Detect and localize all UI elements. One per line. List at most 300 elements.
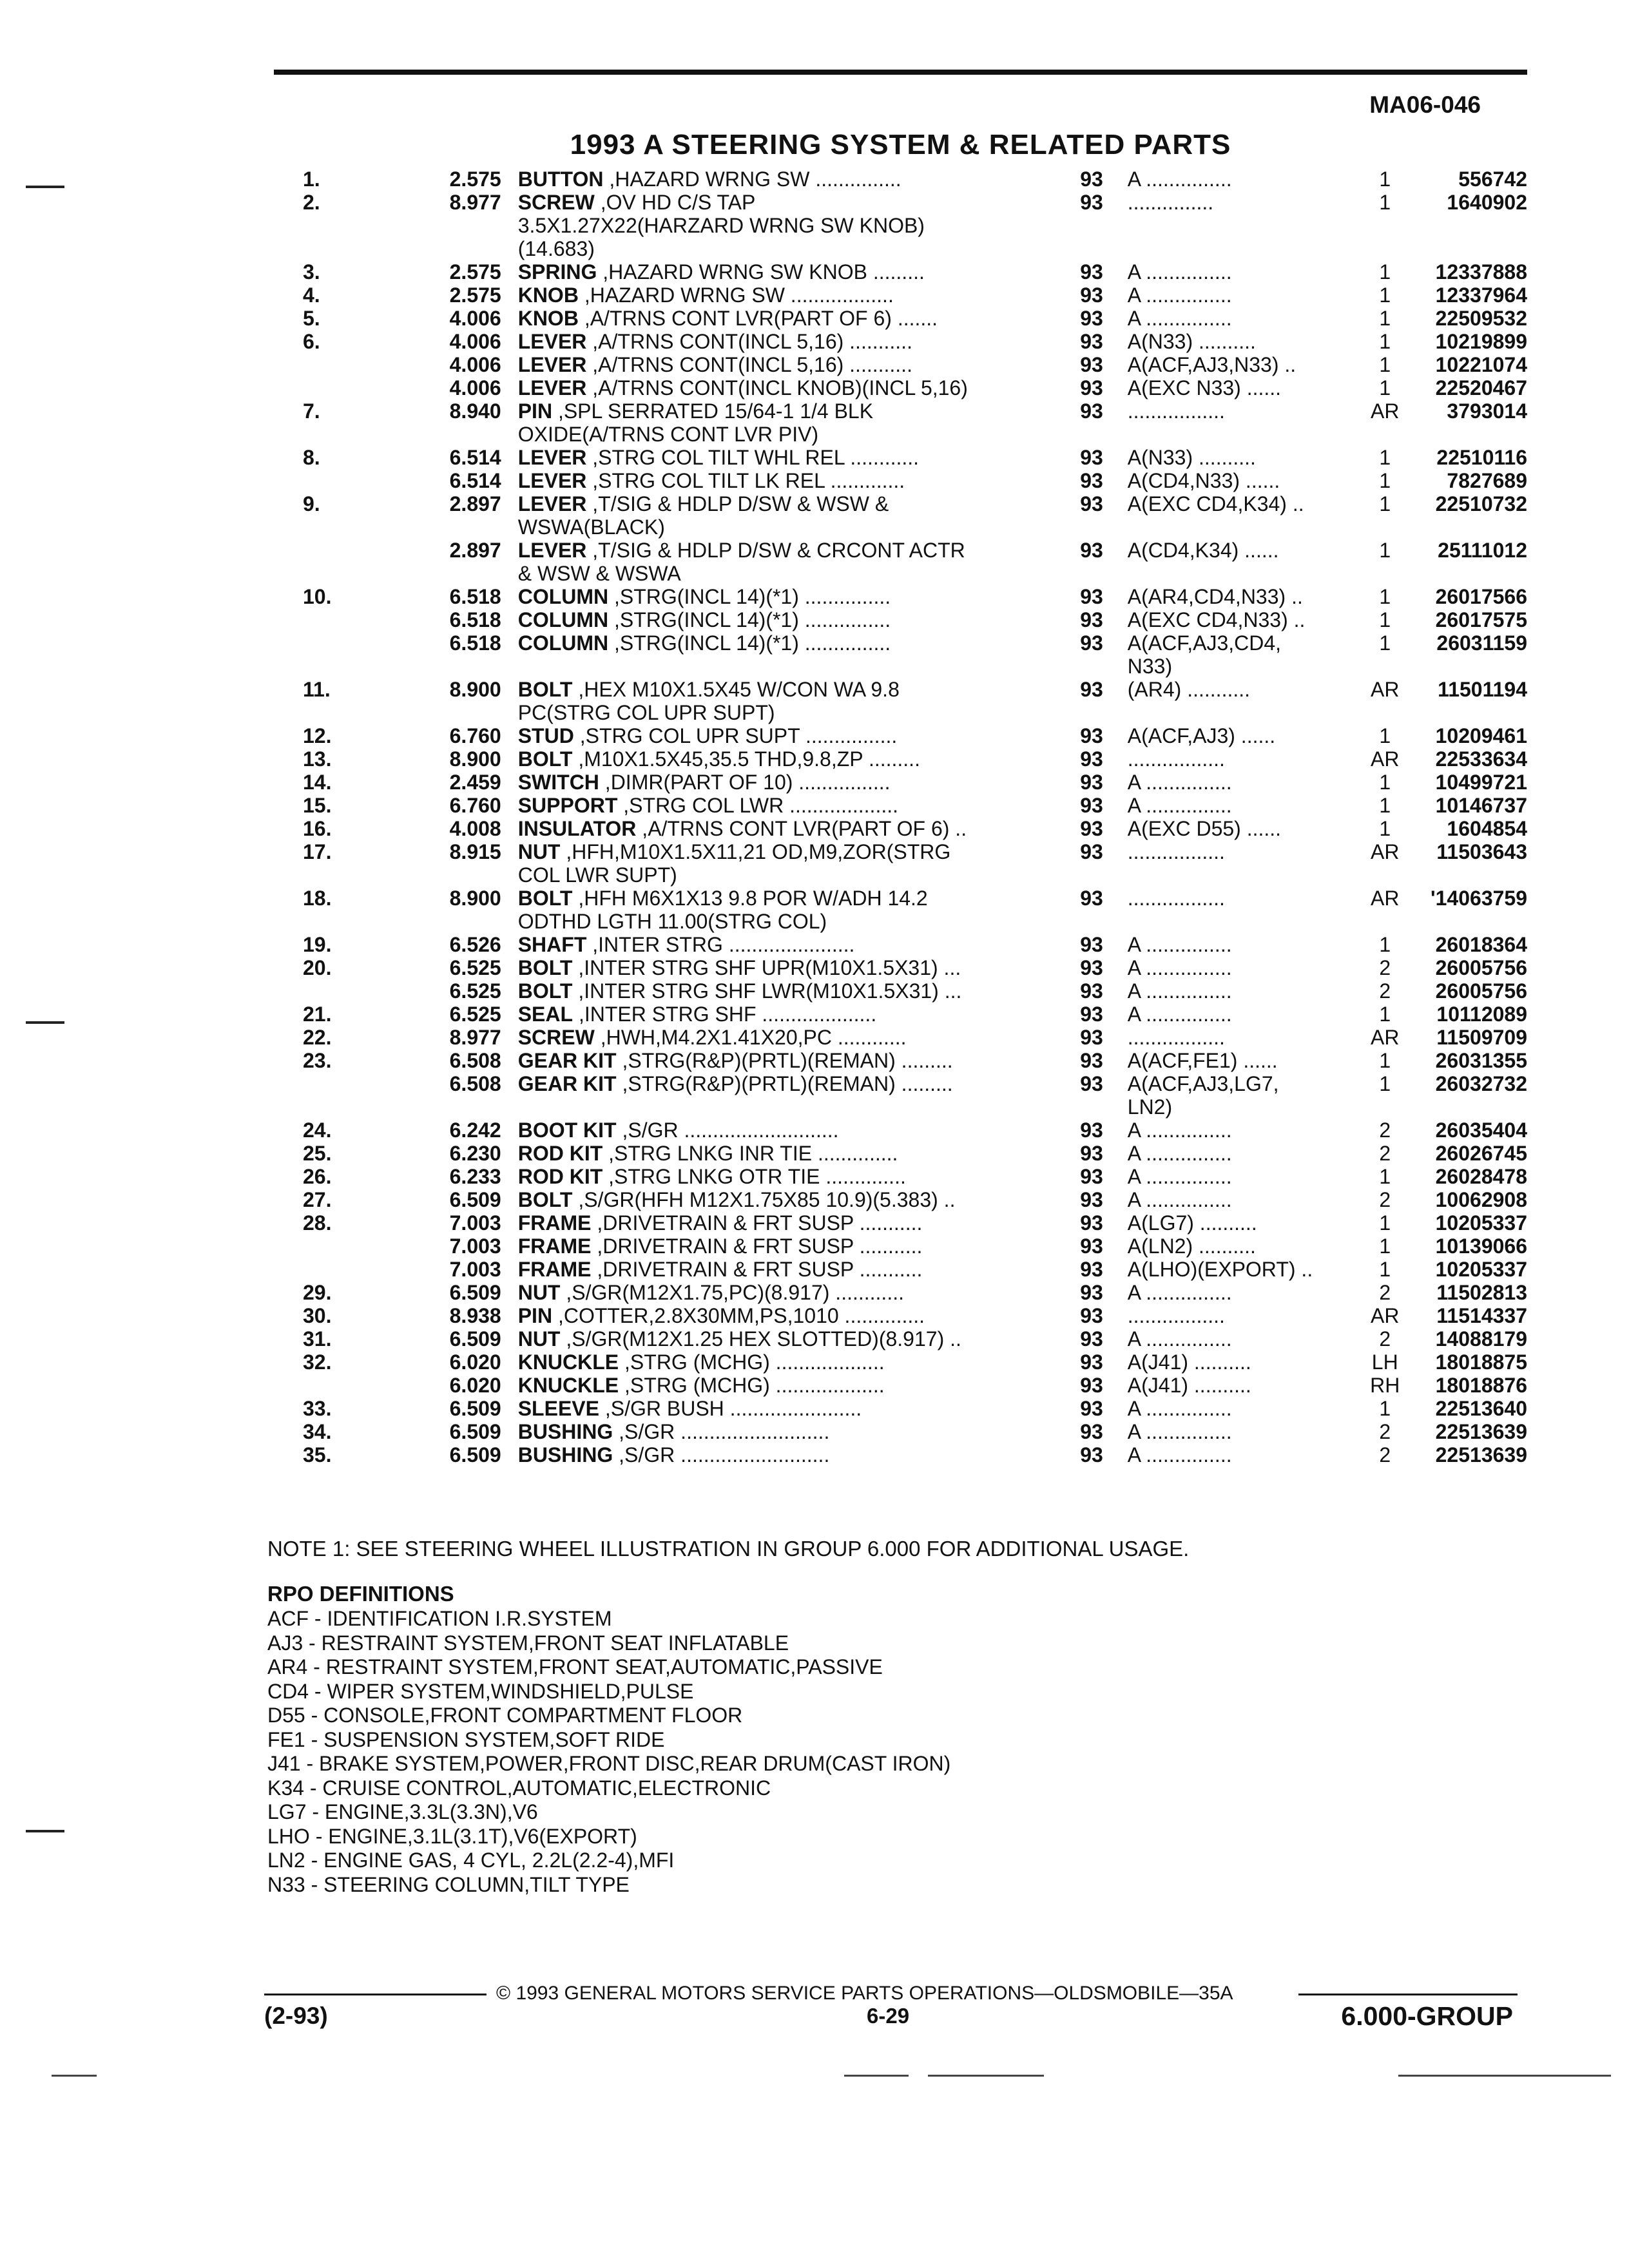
footer-rule	[264, 1994, 487, 1995]
part-group-number: 6.509	[449, 1281, 501, 1304]
part-description	[518, 747, 1080, 771]
part-name: SWITCH	[517, 771, 599, 794]
part-quantity: 1	[1379, 191, 1391, 214]
table-row	[284, 237, 1527, 260]
part-options: N33)	[1127, 655, 1173, 678]
part-quantity: AR	[1370, 1026, 1400, 1049]
part-detail: ,OV HD C/S TAP	[594, 191, 756, 214]
rpo-item: AJ3 - RESTRAINT SYSTEM,FRONT SEAT INFLATABLE	[267, 1631, 789, 1655]
part-description	[518, 1188, 1080, 1211]
scan-mark	[1398, 2075, 1611, 2077]
top-rule	[274, 70, 1527, 75]
part-ref-number: 7.	[303, 399, 320, 423]
part-group-number: 6.760	[449, 724, 501, 747]
part-ref-number: 13.	[303, 747, 332, 771]
part-number: 22509532	[1435, 307, 1527, 330]
part-number	[1412, 863, 1527, 887]
part-description	[518, 1003, 1080, 1026]
part-number: 22513640	[1435, 1397, 1527, 1420]
table-row	[284, 260, 1527, 284]
table-row	[284, 585, 1527, 608]
part-group-number: 6.518	[449, 585, 501, 608]
part-detail: ,STRG(INCL 14)(*1) ...............	[608, 631, 891, 655]
table-row	[284, 887, 1527, 910]
part-year: 93	[1080, 1165, 1103, 1188]
part-number: 7827689	[1447, 469, 1527, 492]
table-row	[284, 469, 1527, 492]
part-name: PIN	[517, 399, 553, 423]
part-description	[518, 840, 1080, 863]
part-name: NUT	[517, 840, 561, 863]
part-options: A(LG7) ..........	[1127, 1211, 1257, 1235]
part-ref-number	[284, 701, 385, 724]
part-quantity: 1	[1379, 492, 1391, 515]
table-row	[284, 1095, 1527, 1119]
table-row	[284, 168, 1527, 191]
part-ref-number	[284, 1095, 385, 1119]
part-quantity: 1	[1379, 585, 1391, 608]
part-ref-number	[284, 423, 385, 446]
part-name: BOLT	[517, 1188, 573, 1211]
part-group-number: 8.900	[449, 747, 501, 771]
part-year: 93	[1080, 794, 1103, 817]
part-year: 93	[1080, 1304, 1103, 1327]
part-options: A(N33) ..........	[1127, 330, 1256, 353]
part-number	[1412, 1095, 1527, 1119]
part-group-number: 6.233	[449, 1165, 501, 1188]
part-number: 11509709	[1436, 1026, 1527, 1049]
part-ref-number: 4.	[303, 284, 320, 307]
table-row	[284, 492, 1527, 515]
part-detail: ,STRG(INCL 14)(*1) ...............	[608, 585, 891, 608]
part-group-number: 6.509	[449, 1188, 501, 1211]
footer-group: 6.000-GROUP	[1341, 2001, 1513, 2031]
part-number: 10221074	[1435, 353, 1527, 376]
part-ref-number	[284, 1235, 385, 1258]
part-name: STUD	[517, 724, 574, 747]
part-year: 93	[1080, 539, 1103, 562]
part-quantity: 1	[1379, 794, 1391, 817]
part-quantity: 1	[1379, 1072, 1391, 1095]
part-year: 93	[1080, 1350, 1103, 1374]
table-row	[284, 515, 1527, 539]
part-quantity: 1	[1379, 1397, 1391, 1420]
part-year: 93	[1080, 1281, 1103, 1304]
part-quantity: 1	[1379, 260, 1391, 284]
part-options: .................	[1127, 399, 1225, 423]
part-number	[1412, 237, 1527, 260]
part-number: 10205337	[1435, 1258, 1527, 1281]
scan-mark	[52, 2075, 97, 2077]
part-description	[518, 353, 1080, 376]
part-name: GEAR KIT	[517, 1049, 617, 1072]
part-detail: & WSW & WSWA	[517, 562, 681, 585]
part-year	[1080, 237, 1128, 260]
part-number	[1412, 655, 1527, 678]
part-detail: ,S/GR ..........................	[613, 1420, 830, 1443]
part-year: 93	[1080, 1003, 1103, 1026]
part-group-number	[385, 1095, 518, 1119]
table-row	[284, 423, 1527, 446]
table-row	[284, 863, 1527, 887]
part-detail: OXIDE(A/TRNS CONT LVR PIV)	[517, 423, 819, 446]
part-description	[518, 1026, 1080, 1049]
part-description	[518, 423, 1080, 446]
part-number: 22513639	[1435, 1420, 1527, 1443]
part-quantity: 1	[1379, 307, 1391, 330]
part-ref-number: 22.	[303, 1026, 332, 1049]
rpo-definitions	[267, 1607, 950, 1897]
part-ref-number: 32.	[303, 1350, 332, 1374]
part-name: COLUMN	[517, 608, 609, 631]
table-row	[284, 1350, 1527, 1374]
part-description	[518, 168, 1080, 191]
part-options: A(ACF,AJ3,LG7,	[1127, 1072, 1279, 1095]
part-options: .................	[1127, 747, 1225, 771]
part-detail: ,STRG(R&P)(PRTL)(REMAN) .........	[616, 1072, 953, 1095]
part-options: A(LHO)(EXPORT) ..	[1127, 1258, 1313, 1281]
part-detail: PC(STRG COL UPR SUPT)	[517, 701, 775, 724]
part-ref-number: 33.	[303, 1397, 332, 1420]
part-name: LEVER	[517, 446, 587, 469]
part-number: 10209461	[1435, 724, 1527, 747]
part-number: 10205337	[1435, 1211, 1527, 1235]
table-row	[284, 214, 1527, 237]
part-detail: ,STRG (MCHG) ...................	[619, 1350, 885, 1374]
part-quantity: 2	[1379, 956, 1391, 979]
part-name: KNUCKLE	[517, 1350, 619, 1374]
part-options: A ...............	[1127, 794, 1232, 817]
part-quantity	[1358, 423, 1412, 446]
part-ref-number: 19.	[303, 933, 332, 956]
part-options	[1128, 515, 1358, 539]
part-description	[518, 979, 1080, 1003]
table-row	[284, 353, 1527, 376]
part-quantity: 2	[1379, 1443, 1391, 1466]
part-quantity: 2	[1379, 1420, 1391, 1443]
part-description	[518, 817, 1080, 840]
part-description	[518, 585, 1080, 608]
part-ref-number: 5.	[303, 307, 320, 330]
table-row	[284, 1003, 1527, 1026]
rpo-item: ACF - IDENTIFICATION I.R.SYSTEM	[267, 1607, 612, 1630]
part-detail: ,A/TRNS CONT(INCL KNOB)(INCL 5,16)	[586, 376, 968, 399]
part-description	[518, 1235, 1080, 1258]
part-ref-number: 29.	[303, 1281, 332, 1304]
part-quantity	[1358, 863, 1412, 887]
part-group-number: 6.518	[449, 608, 501, 631]
part-number	[1412, 562, 1527, 585]
part-quantity	[1358, 1095, 1412, 1119]
part-options: A ...............	[1127, 1327, 1232, 1350]
part-quantity: 2	[1379, 1327, 1391, 1350]
part-number: 26028478	[1435, 1165, 1527, 1188]
part-ref-number: 35.	[303, 1443, 332, 1466]
part-year: 93	[1080, 1443, 1103, 1466]
margin-mark	[26, 186, 64, 188]
part-year: 93	[1080, 817, 1103, 840]
part-name: KNUCKLE	[517, 1374, 619, 1397]
part-year: 93	[1080, 747, 1103, 771]
part-name: FRAME	[517, 1258, 592, 1281]
part-ref-number: 31.	[303, 1327, 332, 1350]
part-quantity	[1358, 562, 1412, 585]
part-options: A ...............	[1127, 307, 1232, 330]
part-number: 22510116	[1436, 446, 1527, 469]
part-year: 93	[1080, 191, 1103, 214]
part-description	[518, 1304, 1080, 1327]
part-group-number: 2.575	[449, 168, 501, 191]
part-quantity: 1	[1379, 771, 1391, 794]
part-year	[1080, 562, 1128, 585]
table-row	[284, 1374, 1527, 1397]
part-detail: ,HAZARD WRNG SW ..................	[578, 284, 894, 307]
part-quantity: 1	[1379, 1165, 1391, 1188]
part-number: 26017566	[1435, 585, 1527, 608]
part-detail: ,S/GR ..........................	[613, 1443, 830, 1466]
table-row	[284, 562, 1527, 585]
part-options	[1128, 237, 1358, 260]
part-detail: ,SPL SERRATED 15/64-1 1/4 BLK	[552, 399, 874, 423]
part-ref-number	[284, 515, 385, 539]
table-row	[284, 1281, 1527, 1304]
part-description	[518, 1327, 1080, 1350]
part-detail: ,M10X1.5X45,35.5 THD,9.8,ZP .........	[572, 747, 920, 771]
part-year	[1080, 655, 1128, 678]
part-options: A(EXC CD4,K34) ..	[1127, 492, 1304, 515]
part-year: 93	[1080, 585, 1103, 608]
part-options	[1128, 863, 1358, 887]
part-detail: ,T/SIG & HDLP D/SW & WSW &	[586, 492, 889, 515]
part-quantity: 1	[1379, 284, 1391, 307]
part-quantity: 1	[1379, 469, 1391, 492]
part-name: ROD KIT	[517, 1142, 603, 1165]
part-number: 22510732	[1435, 492, 1527, 515]
part-description	[518, 446, 1080, 469]
part-ref-number	[284, 562, 385, 585]
part-quantity: AR	[1370, 887, 1400, 910]
part-options: A(J41) ..........	[1127, 1374, 1251, 1397]
part-quantity: 1	[1379, 1211, 1391, 1235]
part-group-number: 8.940	[449, 399, 501, 423]
part-group-number: 7.003	[449, 1235, 501, 1258]
part-year	[1080, 701, 1128, 724]
table-row	[284, 747, 1527, 771]
part-detail: ,S/GR(HFH M12X1.75X85 10.9)(5.383) ..	[572, 1188, 956, 1211]
part-quantity: 2	[1379, 1188, 1391, 1211]
part-year: 93	[1080, 1327, 1103, 1350]
part-quantity: AR	[1370, 747, 1400, 771]
part-options: LN2)	[1127, 1095, 1173, 1119]
table-row	[284, 1327, 1527, 1350]
part-year: 93	[1080, 631, 1103, 655]
part-group-number	[385, 237, 518, 260]
part-quantity: AR	[1370, 840, 1400, 863]
part-group-number	[385, 562, 518, 585]
part-description	[518, 1443, 1080, 1466]
part-year	[1080, 910, 1128, 933]
part-description	[518, 1142, 1080, 1165]
table-row	[284, 1026, 1527, 1049]
part-group-number: 6.526	[449, 933, 501, 956]
part-options: .................	[1127, 1304, 1225, 1327]
part-description	[518, 794, 1080, 817]
part-number: 10146737	[1435, 794, 1527, 817]
table-row	[284, 956, 1527, 979]
part-name: BOLT	[517, 956, 573, 979]
part-number: 10139066	[1435, 1235, 1527, 1258]
part-options: .................	[1127, 840, 1225, 863]
part-number: 11501194	[1438, 678, 1527, 701]
part-options: A ...............	[1127, 933, 1232, 956]
rpo-item: CD4 - WIPER SYSTEM,WINDSHIELD,PULSE	[267, 1679, 694, 1703]
part-ref-number	[284, 910, 385, 933]
table-row	[284, 1258, 1527, 1281]
part-group-number: 6.508	[449, 1072, 501, 1095]
part-quantity	[1358, 214, 1412, 237]
part-detail: ,A/TRNS CONT(INCL 5,16) ...........	[586, 330, 912, 353]
part-description	[518, 1420, 1080, 1443]
table-row	[284, 330, 1527, 353]
part-quantity: AR	[1370, 678, 1400, 701]
part-year: 93	[1080, 1374, 1103, 1397]
part-detail: ,INTER STRG SHF UPR(M10X1.5X31) ...	[572, 956, 961, 979]
part-number	[1412, 910, 1527, 933]
part-detail: ,DRIVETRAIN & FRT SUSP ...........	[591, 1258, 923, 1281]
part-description	[518, 724, 1080, 747]
part-name: NUT	[517, 1327, 561, 1350]
part-ref-number: 1.	[303, 168, 320, 191]
part-quantity: 1	[1379, 353, 1391, 376]
part-ref-number: 14.	[303, 771, 332, 794]
part-group-number: 6.509	[449, 1327, 501, 1350]
part-detail: ,STRG COL UPR SUPT ................	[574, 724, 898, 747]
part-description	[518, 608, 1080, 631]
part-name: SHAFT	[517, 933, 587, 956]
rpo-item: LHO - ENGINE,3.1L(3.1T),V6(EXPORT)	[267, 1824, 637, 1848]
part-description	[518, 399, 1080, 423]
part-options: A(AR4,CD4,N33) ..	[1127, 585, 1303, 608]
part-group-number: 6.230	[449, 1142, 501, 1165]
part-description	[518, 1397, 1080, 1420]
part-options: A(ACF,FE1) ......	[1127, 1049, 1278, 1072]
part-quantity: 2	[1379, 979, 1391, 1003]
part-ref-number: 17.	[303, 840, 332, 863]
part-description	[518, 1049, 1080, 1072]
table-row	[284, 840, 1527, 863]
part-group-number: 8.938	[449, 1304, 501, 1327]
part-group-number	[385, 515, 518, 539]
part-options	[1128, 423, 1358, 446]
part-year: 93	[1080, 933, 1103, 956]
part-options: A(EXC N33) ......	[1127, 376, 1282, 399]
part-year: 93	[1080, 1119, 1103, 1142]
part-name: GEAR KIT	[517, 1072, 617, 1095]
table-row	[284, 817, 1527, 840]
part-number: 556742	[1458, 168, 1527, 191]
part-quantity: 1	[1379, 376, 1391, 399]
part-name: BUTTON	[517, 168, 604, 191]
part-number: 22520467	[1435, 376, 1527, 399]
part-group-number	[385, 655, 518, 678]
part-number: 26035404	[1435, 1119, 1527, 1142]
part-detail: ,HAZARD WRNG SW ...............	[603, 168, 901, 191]
part-ref-number: 23.	[303, 1049, 332, 1072]
part-year: 93	[1080, 1142, 1103, 1165]
table-row	[284, 446, 1527, 469]
part-quantity: 1	[1379, 724, 1391, 747]
table-row	[284, 608, 1527, 631]
part-group-number: 2.897	[449, 539, 501, 562]
part-options: A(ACF,AJ3,N33) ..	[1127, 353, 1296, 376]
part-year: 93	[1080, 1049, 1103, 1072]
part-name: NUT	[517, 1281, 561, 1304]
part-description	[518, 1258, 1080, 1281]
part-detail: ,DRIVETRAIN & FRT SUSP ...........	[591, 1235, 923, 1258]
part-group-number: 4.006	[449, 330, 501, 353]
part-ref-number	[284, 469, 385, 492]
part-ref-number	[284, 353, 385, 376]
part-ref-number: 28.	[303, 1211, 332, 1235]
margin-mark	[26, 1021, 64, 1024]
table-row	[284, 1211, 1527, 1235]
rpo-item: J41 - BRAKE SYSTEM,POWER,FRONT DISC,REAR DRUM(CAST IRON)	[267, 1752, 951, 1775]
part-detail: ,STRG LNKG OTR TIE ..............	[602, 1165, 906, 1188]
part-number: 1604854	[1447, 817, 1527, 840]
part-detail: ,STRG COL LWR ...................	[617, 794, 898, 817]
part-group-number: 4.008	[449, 817, 501, 840]
part-number: 22533634	[1435, 747, 1527, 771]
part-ref-number	[284, 979, 385, 1003]
part-detail: ,INTER STRG SHF ....................	[573, 1003, 877, 1026]
part-number: 14088179	[1435, 1327, 1527, 1350]
table-row	[284, 1304, 1527, 1327]
part-ref-number: 26.	[303, 1165, 332, 1188]
part-number: 25111012	[1438, 539, 1527, 562]
part-options: A ...............	[1127, 1420, 1232, 1443]
part-description	[518, 237, 1080, 260]
part-options: A(ACF,AJ3,CD4,	[1127, 631, 1282, 655]
part-group-number: 2.575	[449, 284, 501, 307]
part-detail: 3.5X1.27X22(HARZARD WRNG SW KNOB)	[517, 214, 925, 237]
part-year	[1080, 515, 1128, 539]
part-quantity: 1	[1379, 817, 1391, 840]
part-group-number: 7.003	[449, 1211, 501, 1235]
part-name: SUPPORT	[517, 794, 618, 817]
part-year	[1080, 214, 1128, 237]
part-quantity: 2	[1379, 1142, 1391, 1165]
part-description	[518, 1119, 1080, 1142]
part-description	[518, 1211, 1080, 1235]
part-description	[518, 1374, 1080, 1397]
part-detail: ,DRIVETRAIN & FRT SUSP ...........	[591, 1211, 923, 1235]
part-year: 93	[1080, 469, 1103, 492]
part-number	[1412, 515, 1527, 539]
part-year	[1080, 863, 1128, 887]
part-number: 10062908	[1435, 1188, 1527, 1211]
part-detail: ,HFH,M10X1.5X11,21 OD,M9,ZOR(STRG	[560, 840, 951, 863]
part-number: 26031159	[1436, 631, 1527, 655]
part-group-number: 8.900	[449, 678, 501, 701]
part-options: ...............	[1127, 191, 1214, 214]
part-ref-number: 8.	[303, 446, 320, 469]
part-number: 26005756	[1435, 979, 1527, 1003]
part-options	[1128, 214, 1358, 237]
part-description	[518, 469, 1080, 492]
part-detail: ,STRG(INCL 14)(*1) ...............	[608, 608, 891, 631]
table-row	[284, 1072, 1527, 1095]
table-row	[284, 910, 1527, 933]
